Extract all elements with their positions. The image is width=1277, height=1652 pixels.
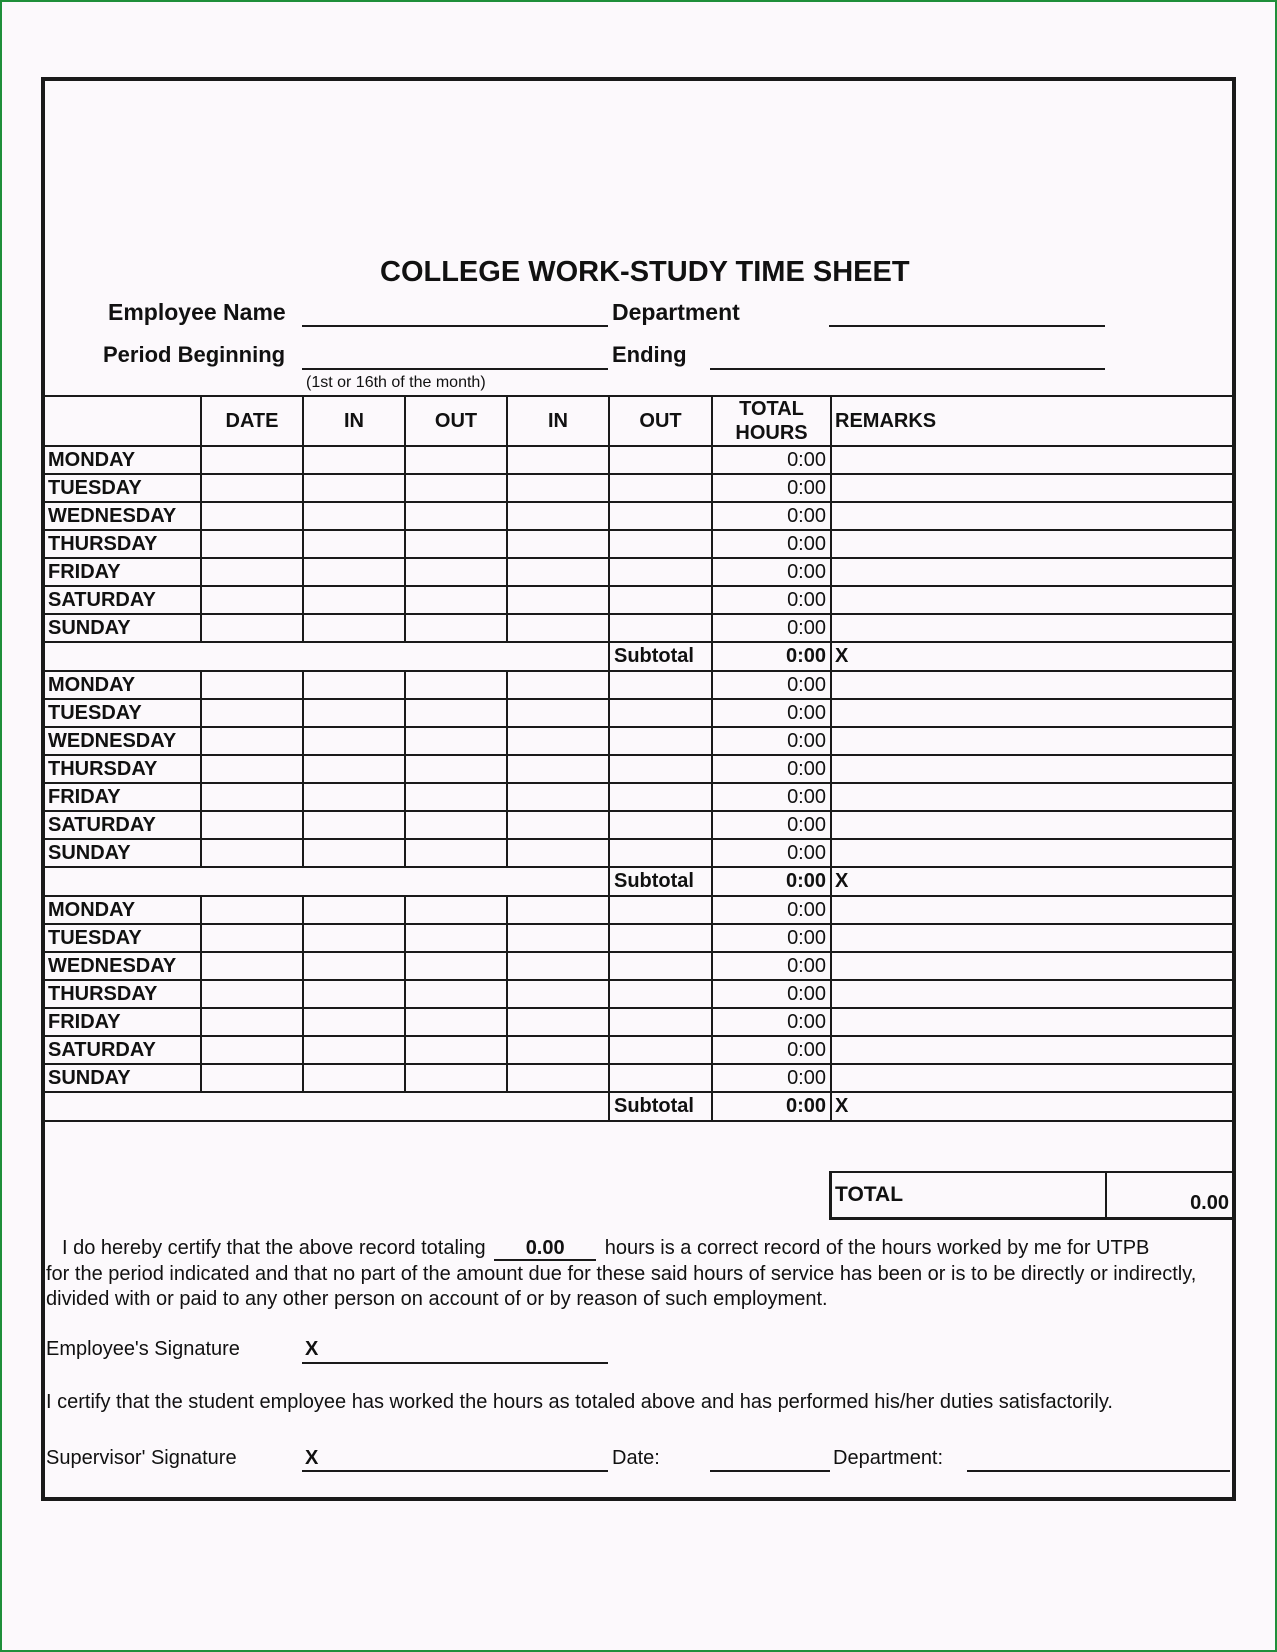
grand-total-box (829, 1171, 1235, 1220)
time-in-cell[interactable] (303, 811, 405, 839)
time-in-cell[interactable] (303, 446, 405, 474)
time-out-cell[interactable] (405, 530, 507, 558)
time-in-cell-2[interactable] (507, 502, 609, 530)
time-in-cell[interactable] (303, 1036, 405, 1064)
remarks-cell[interactable] (831, 896, 1233, 924)
subtotal-value: 0:00 (712, 1092, 831, 1121)
in-column-header-2: IN (507, 396, 609, 446)
time-in-cell[interactable] (303, 952, 405, 980)
subtotal-mark: X (831, 1092, 1233, 1121)
time-in-cell[interactable] (303, 614, 405, 642)
time-in-cell-2[interactable] (507, 614, 609, 642)
total-hours-cell: 0:00 (712, 474, 831, 502)
remarks-cell[interactable] (831, 614, 1233, 642)
remarks-cell[interactable] (831, 924, 1233, 952)
date-cell[interactable] (201, 699, 303, 727)
time-out-cell-2[interactable] (609, 811, 712, 839)
day-name-cell: WEDNESDAY (44, 952, 201, 980)
table-row (44, 1036, 1233, 1064)
subtotal-value: 0:00 (712, 642, 831, 671)
time-out-cell-2[interactable] (609, 446, 712, 474)
department-label: Department (612, 299, 740, 325)
time-in-cell-2[interactable] (507, 530, 609, 558)
time-out-cell[interactable] (405, 446, 507, 474)
table-header-row (44, 396, 1233, 446)
time-out-cell-2[interactable] (609, 671, 712, 699)
remarks-cell[interactable] (831, 1008, 1233, 1036)
date-cell[interactable] (201, 474, 303, 502)
total-hours-cell: 0:00 (712, 671, 831, 699)
time-in-cell[interactable] (303, 980, 405, 1008)
supervisor-signature-field[interactable] (302, 1470, 608, 1472)
day-column-header (44, 396, 201, 446)
time-out-cell[interactable] (405, 558, 507, 586)
total-hours-cell: 0:00 (712, 755, 831, 783)
total-hours-header-line2: HOURS (735, 422, 808, 444)
time-out-cell[interactable] (405, 1008, 507, 1036)
day-name-cell: SUNDAY (44, 1064, 201, 1092)
time-out-cell-2[interactable] (609, 952, 712, 980)
time-in-cell[interactable] (303, 671, 405, 699)
date-cell[interactable] (201, 811, 303, 839)
table-row (44, 671, 1233, 699)
time-in-cell[interactable] (303, 924, 405, 952)
employee-name-label: Employee Name (108, 299, 286, 325)
date-cell[interactable] (201, 783, 303, 811)
total-hours-cell: 0:00 (712, 614, 831, 642)
time-out-cell[interactable] (405, 474, 507, 502)
total-hours-column-header (712, 396, 831, 446)
certification-line-2: for the period indicated and that no part of the amount due for these said hours of service has been or is to be directly or indirectly, (46, 1263, 1197, 1285)
time-out-cell[interactable] (405, 502, 507, 530)
table-row (44, 699, 1233, 727)
certification-line-1 (62, 1236, 1149, 1261)
employee-signature-mark: X (305, 1338, 319, 1360)
day-name-cell: MONDAY (44, 896, 201, 924)
subtotal-label: Subtotal (609, 1092, 712, 1121)
time-in-cell-2[interactable] (507, 474, 609, 502)
in-column-header: IN (303, 396, 405, 446)
table-row (44, 952, 1233, 980)
time-in-cell-2[interactable] (507, 727, 609, 755)
supervisor-date-field[interactable] (710, 1470, 830, 1472)
total-label: TOTAL (835, 1183, 904, 1206)
time-in-cell[interactable] (303, 699, 405, 727)
time-out-cell-2[interactable] (609, 502, 712, 530)
date-cell[interactable] (201, 446, 303, 474)
total-divider (1105, 1173, 1107, 1217)
day-name-cell: SATURDAY (44, 586, 201, 614)
time-in-cell[interactable] (303, 896, 405, 924)
time-out-cell-2[interactable] (609, 727, 712, 755)
date-cell[interactable] (201, 755, 303, 783)
time-out-cell-2[interactable] (609, 530, 712, 558)
remarks-cell[interactable] (831, 727, 1233, 755)
subtotal-value: 0:00 (712, 867, 831, 896)
table-row (44, 558, 1233, 586)
certification-line-3: divided with or paid to any other person on account of or by reason of such employment. (46, 1288, 828, 1310)
time-out-cell[interactable] (405, 1036, 507, 1064)
total-hours-cell: 0:00 (712, 502, 831, 530)
time-out-cell-2[interactable] (609, 474, 712, 502)
time-in-cell-2[interactable] (507, 811, 609, 839)
table-row (44, 980, 1233, 1008)
total-hours-cell: 0:00 (712, 896, 831, 924)
date-cell[interactable] (201, 1064, 303, 1092)
date-cell[interactable] (201, 896, 303, 924)
ending-field[interactable] (710, 368, 1105, 370)
day-name-cell: THURSDAY (44, 530, 201, 558)
total-hours-cell: 0:00 (712, 1008, 831, 1036)
certification-text-part1: I do hereby certify that the above record totaling (62, 1237, 486, 1259)
hours-table-body (44, 446, 1233, 1121)
day-name-cell: THURSDAY (44, 980, 201, 1008)
time-in-cell[interactable] (303, 1064, 405, 1092)
time-in-cell[interactable] (303, 839, 405, 867)
subtotal-blank-cell (44, 1092, 609, 1121)
time-out-cell-2[interactable] (609, 839, 712, 867)
date-cell[interactable] (201, 1036, 303, 1064)
total-hours-cell: 0:00 (712, 783, 831, 811)
total-hours-cell: 0:00 (712, 586, 831, 614)
remarks-cell[interactable] (831, 755, 1233, 783)
time-out-cell[interactable] (405, 755, 507, 783)
time-in-cell-2[interactable] (507, 896, 609, 924)
remarks-cell[interactable] (831, 699, 1233, 727)
table-row (44, 924, 1233, 952)
table-row (44, 502, 1233, 530)
employee-name-field[interactable] (302, 325, 608, 327)
certification-text-part2: hours is a correct record of the hours worked by me for UTPB (604, 1237, 1150, 1259)
total-hours-cell: 0:00 (712, 952, 831, 980)
day-name-cell: SUNDAY (44, 839, 201, 867)
date-cell[interactable] (201, 727, 303, 755)
day-name-cell: FRIDAY (44, 783, 201, 811)
remarks-cell[interactable] (831, 1036, 1233, 1064)
date-cell[interactable] (201, 952, 303, 980)
total-hours-cell: 0:00 (712, 558, 831, 586)
time-out-cell-2[interactable] (609, 1008, 712, 1036)
time-out-cell[interactable] (405, 671, 507, 699)
time-out-cell[interactable] (405, 839, 507, 867)
time-out-cell-2[interactable] (609, 558, 712, 586)
date-column-header: DATE (201, 396, 303, 446)
subtotal-blank-cell (44, 642, 609, 671)
time-out-cell[interactable] (405, 980, 507, 1008)
remarks-cell[interactable] (831, 446, 1233, 474)
subtotal-label: Subtotal (609, 867, 712, 896)
period-beginning-label: Period Beginning (103, 342, 286, 367)
date-cell[interactable] (201, 671, 303, 699)
date-cell[interactable] (201, 558, 303, 586)
ending-label: Ending (612, 342, 687, 367)
day-name-cell: SUNDAY (44, 614, 201, 642)
table-row (44, 1064, 1233, 1092)
remarks-cell[interactable] (831, 530, 1233, 558)
time-in-cell[interactable] (303, 558, 405, 586)
time-in-cell-2[interactable] (507, 671, 609, 699)
time-in-cell-2[interactable] (507, 1064, 609, 1092)
time-out-cell-2[interactable] (609, 699, 712, 727)
remarks-cell[interactable] (831, 811, 1233, 839)
date-cell[interactable] (201, 530, 303, 558)
day-name-cell: TUESDAY (44, 474, 201, 502)
table-row (44, 474, 1233, 502)
date-cell[interactable] (201, 980, 303, 1008)
time-in-cell-2[interactable] (507, 980, 609, 1008)
remarks-cell[interactable] (831, 474, 1233, 502)
total-hours-cell: 0:00 (712, 530, 831, 558)
department-field[interactable] (829, 325, 1105, 327)
table-row (44, 896, 1233, 924)
day-name-cell: SATURDAY (44, 1036, 201, 1064)
total-hours-header-line1: TOTAL (739, 398, 804, 420)
remarks-cell[interactable] (831, 1064, 1233, 1092)
subtotal-blank-cell (44, 867, 609, 896)
total-hours-cell: 0:00 (712, 699, 831, 727)
supervisor-signature-mark: X (305, 1447, 319, 1469)
time-out-cell[interactable] (405, 952, 507, 980)
day-name-cell: WEDNESDAY (44, 502, 201, 530)
period-beginning-field[interactable] (302, 368, 608, 370)
out-column-header: OUT (405, 396, 507, 446)
subtotal-label: Subtotal (609, 642, 712, 671)
time-in-cell-2[interactable] (507, 586, 609, 614)
day-name-cell: FRIDAY (44, 558, 201, 586)
supervisor-statement: I certify that the student employee has worked the hours as totaled above and has performed his/her duties satisfactorily. (46, 1391, 1113, 1413)
time-out-cell[interactable] (405, 783, 507, 811)
time-in-cell-2[interactable] (507, 783, 609, 811)
total-hours-cell: 0:00 (712, 727, 831, 755)
time-out-cell-2[interactable] (609, 896, 712, 924)
time-out-cell[interactable] (405, 586, 507, 614)
table-row (44, 614, 1233, 642)
table-row (44, 755, 1233, 783)
time-in-cell-2[interactable] (507, 699, 609, 727)
subtotal-mark: X (831, 642, 1233, 671)
remarks-cell[interactable] (831, 839, 1233, 867)
time-in-cell-2[interactable] (507, 558, 609, 586)
time-in-cell[interactable] (303, 727, 405, 755)
certification-amount: 0.00 (494, 1237, 596, 1261)
day-name-cell: WEDNESDAY (44, 727, 201, 755)
time-in-cell[interactable] (303, 1008, 405, 1036)
subtotal-row (44, 642, 1233, 671)
time-out-cell-2[interactable] (609, 614, 712, 642)
remarks-cell[interactable] (831, 952, 1233, 980)
time-in-cell-2[interactable] (507, 1008, 609, 1036)
day-name-cell: TUESDAY (44, 924, 201, 952)
subtotal-row (44, 1092, 1233, 1121)
time-in-cell[interactable] (303, 783, 405, 811)
time-out-cell-2[interactable] (609, 1036, 712, 1064)
supervisor-department-label: Department: (833, 1447, 944, 1469)
time-out-cell[interactable] (405, 811, 507, 839)
time-out-cell-2[interactable] (609, 783, 712, 811)
day-name-cell: MONDAY (44, 671, 201, 699)
time-in-cell-2[interactable] (507, 446, 609, 474)
remarks-cell[interactable] (831, 783, 1233, 811)
remarks-cell[interactable] (831, 980, 1233, 1008)
time-out-cell-2[interactable] (609, 1064, 712, 1092)
day-name-cell: MONDAY (44, 446, 201, 474)
time-in-cell-2[interactable] (507, 839, 609, 867)
day-name-cell: SATURDAY (44, 811, 201, 839)
time-in-cell[interactable] (303, 586, 405, 614)
time-out-cell-2[interactable] (609, 755, 712, 783)
table-row (44, 811, 1233, 839)
table-row (44, 783, 1233, 811)
time-in-cell-2[interactable] (507, 952, 609, 980)
remarks-cell[interactable] (831, 502, 1233, 530)
time-in-cell-2[interactable] (507, 1036, 609, 1064)
table-row (44, 530, 1233, 558)
time-in-cell[interactable] (303, 502, 405, 530)
supervisor-signature-label: Supervisor' Signature (46, 1447, 237, 1469)
employee-signature-label: Employee's Signature (46, 1338, 240, 1360)
day-name-cell: FRIDAY (44, 1008, 201, 1036)
table-row (44, 1008, 1233, 1036)
subtotal-row (44, 867, 1233, 896)
total-hours-cell: 0:00 (712, 811, 831, 839)
period-hint: (1st or 16th of the month) (306, 374, 486, 391)
total-hours-cell: 0:00 (712, 924, 831, 952)
time-out-cell-2[interactable] (609, 924, 712, 952)
remarks-cell[interactable] (831, 586, 1233, 614)
time-out-cell[interactable] (405, 614, 507, 642)
supervisor-date-label: Date: (612, 1447, 660, 1469)
total-hours-cell: 0:00 (712, 839, 831, 867)
total-value: 0.00 (1190, 1192, 1229, 1214)
employee-signature-field[interactable] (302, 1362, 608, 1364)
out-column-header-2: OUT (609, 396, 712, 446)
total-hours-cell: 0:00 (712, 446, 831, 474)
time-in-cell[interactable] (303, 474, 405, 502)
remarks-column-header: REMARKS (831, 396, 1233, 446)
day-name-cell: THURSDAY (44, 755, 201, 783)
table-row (44, 446, 1233, 474)
time-in-cell-2[interactable] (507, 924, 609, 952)
supervisor-department-field[interactable] (967, 1470, 1230, 1472)
page-title: COLLEGE WORK-STUDY TIME SHEET (380, 256, 910, 288)
time-out-cell[interactable] (405, 924, 507, 952)
subtotal-mark: X (831, 867, 1233, 896)
time-out-cell[interactable] (405, 699, 507, 727)
remarks-cell[interactable] (831, 558, 1233, 586)
time-out-cell-2[interactable] (609, 980, 712, 1008)
date-cell[interactable] (201, 614, 303, 642)
time-in-cell[interactable] (303, 530, 405, 558)
time-out-cell[interactable] (405, 896, 507, 924)
time-out-cell[interactable] (405, 1064, 507, 1092)
time-out-cell-2[interactable] (609, 586, 712, 614)
total-hours-cell: 0:00 (712, 980, 831, 1008)
day-name-cell: TUESDAY (44, 699, 201, 727)
table-row (44, 586, 1233, 614)
table-row (44, 727, 1233, 755)
time-out-cell[interactable] (405, 727, 507, 755)
hours-table (43, 395, 1234, 1122)
time-in-cell-2[interactable] (507, 755, 609, 783)
remarks-cell[interactable] (831, 671, 1233, 699)
date-cell[interactable] (201, 586, 303, 614)
total-hours-cell: 0:00 (712, 1064, 831, 1092)
date-cell[interactable] (201, 502, 303, 530)
table-row (44, 839, 1233, 867)
date-cell[interactable] (201, 1008, 303, 1036)
time-in-cell[interactable] (303, 755, 405, 783)
total-hours-cell: 0:00 (712, 1036, 831, 1064)
date-cell[interactable] (201, 924, 303, 952)
date-cell[interactable] (201, 839, 303, 867)
